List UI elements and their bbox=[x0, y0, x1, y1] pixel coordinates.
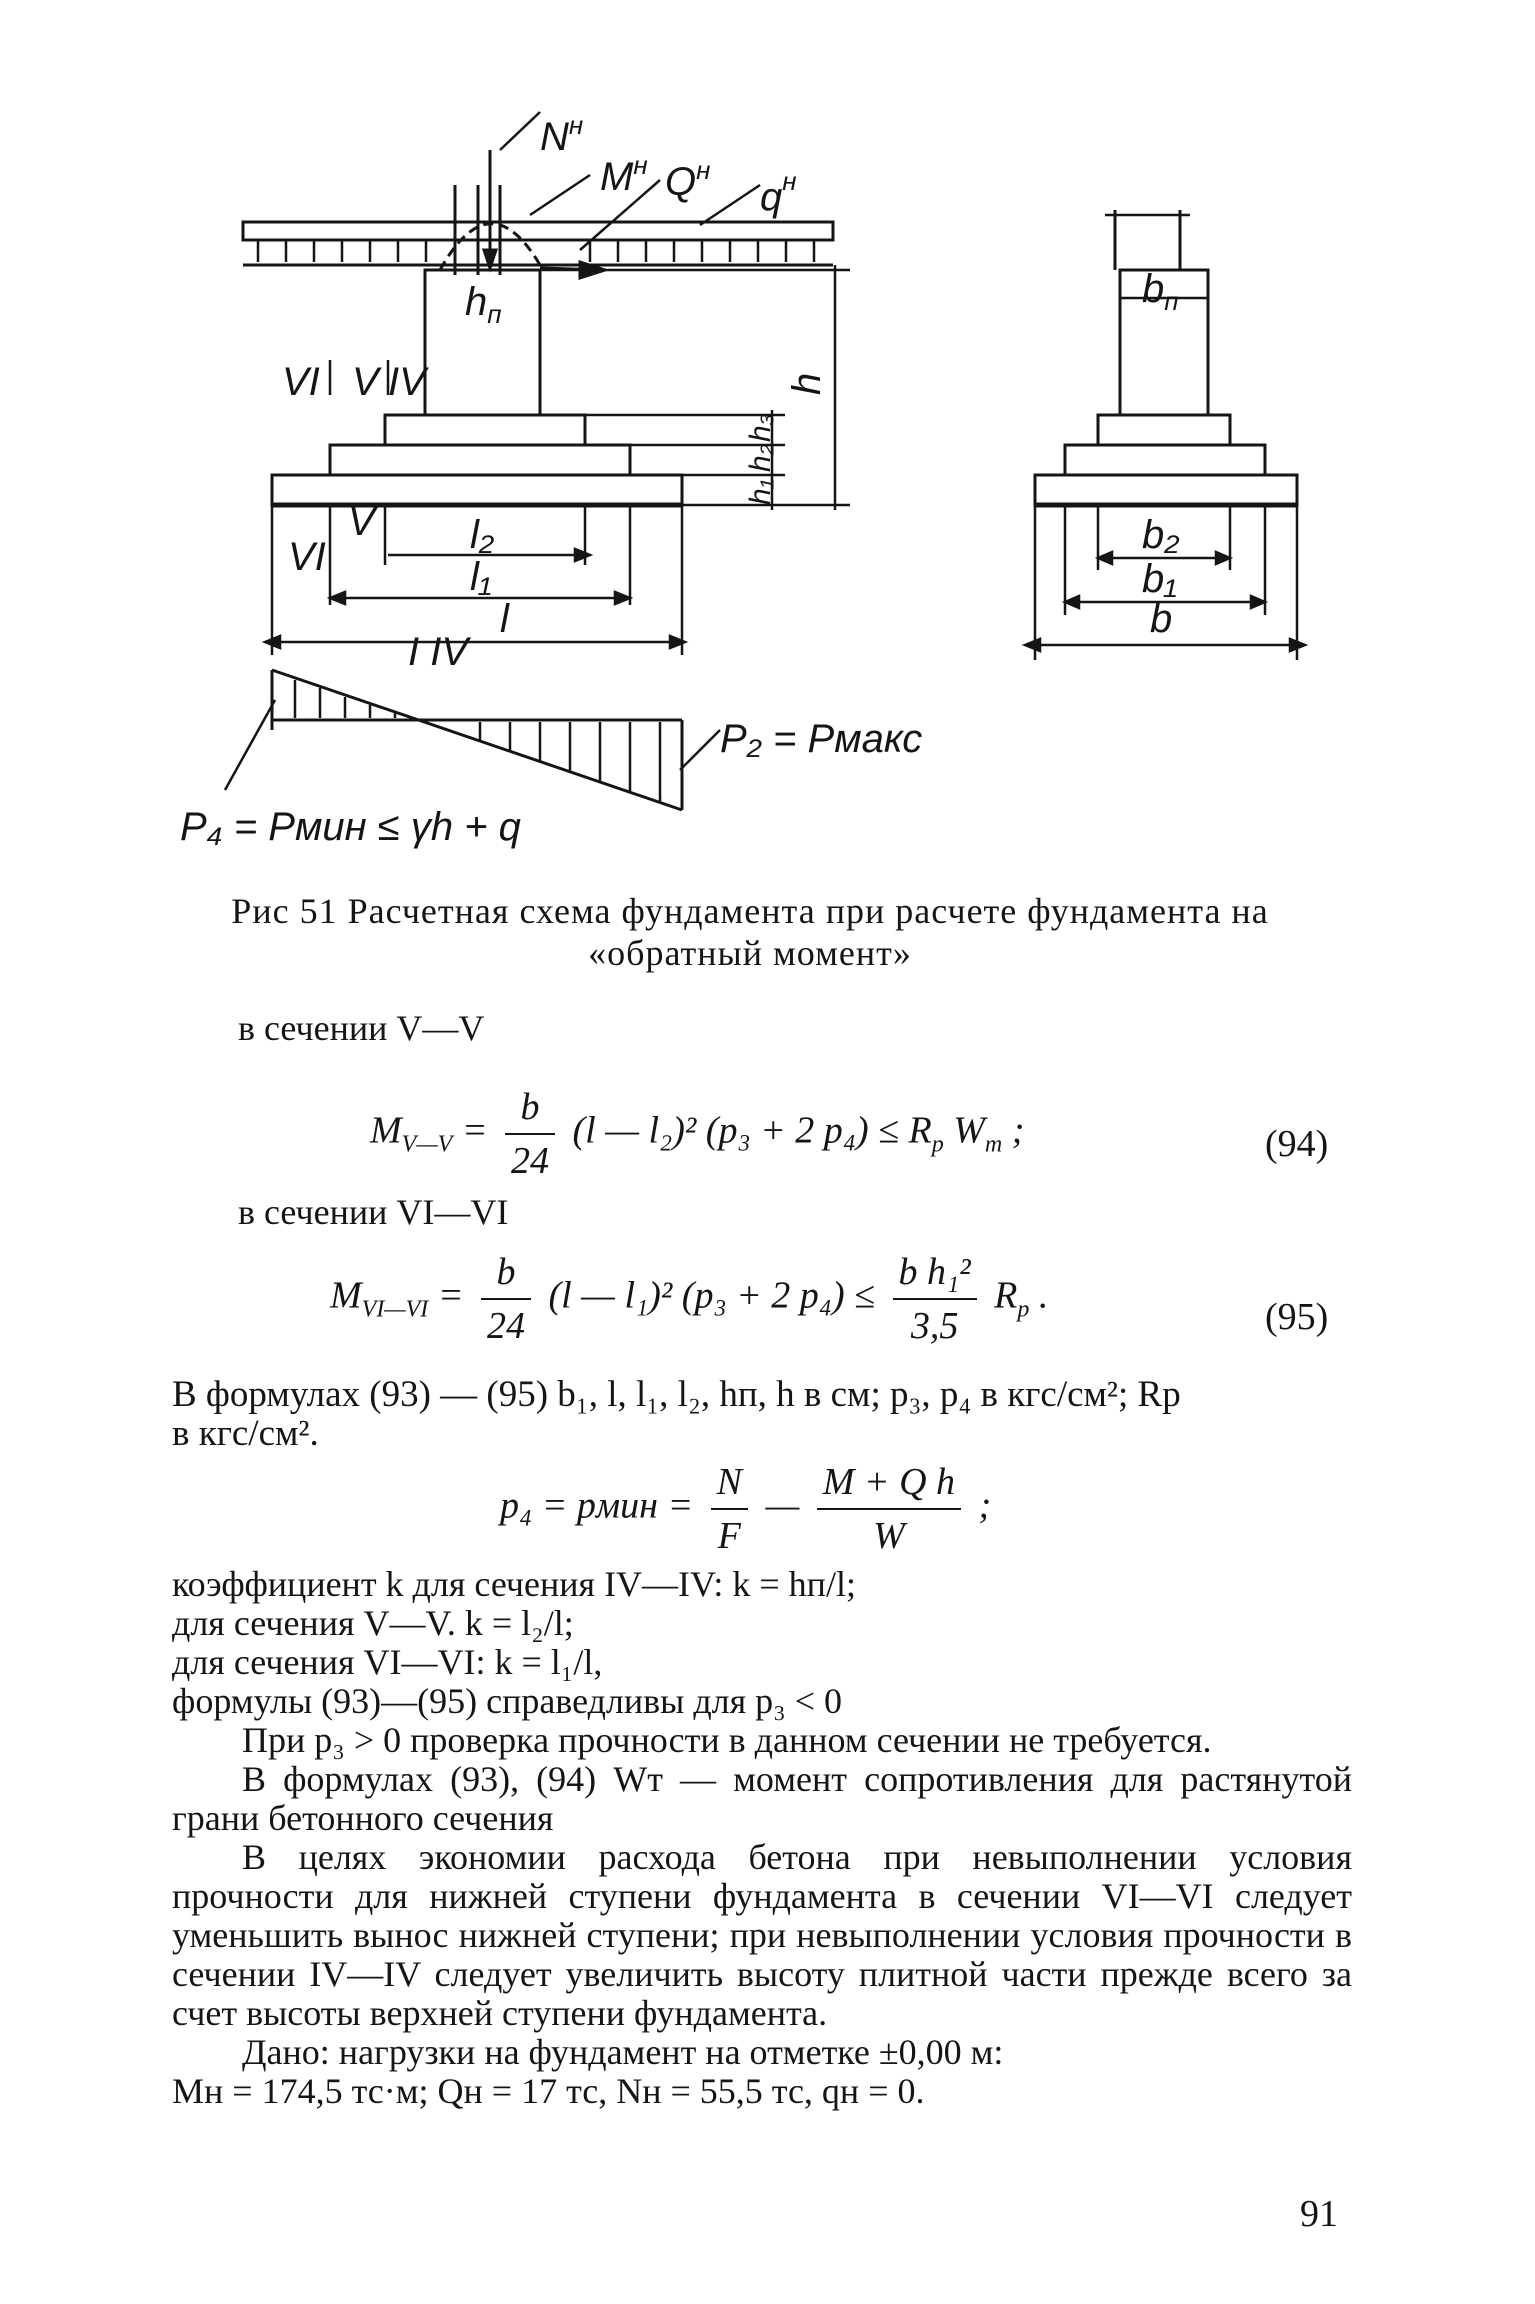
label-h1: h₁ bbox=[744, 478, 777, 505]
body-text bbox=[172, 1565, 1352, 2111]
label-p4: P₄ = Pмин ≤ γh + q bbox=[180, 805, 521, 849]
units-line-2: в кгс/см². bbox=[172, 1413, 319, 1454]
page-number: 91 bbox=[1300, 2193, 1338, 2235]
equation-94-number: (94) bbox=[1265, 1123, 1329, 1165]
section-vi-label: в сечении VI—VI bbox=[238, 1192, 509, 1232]
p4-minus: — bbox=[765, 1484, 800, 1527]
body-line-6: В формулах (93), (94) Wт — момент сопротивления для растянутой грани бетонного сечения bbox=[172, 1759, 1352, 1838]
label-b: b bbox=[1150, 597, 1173, 641]
equation-95-number: (95) bbox=[1265, 1296, 1329, 1338]
label-section-VI-top: VI bbox=[282, 360, 320, 404]
label-l: l bbox=[500, 597, 509, 641]
eq95-den: 24 bbox=[486, 1305, 525, 1347]
p4-num1: N bbox=[711, 1460, 748, 1510]
section-v-label: в сечении V—V bbox=[238, 1008, 485, 1048]
units-line-1: В формулах (93) — (95) b₁, l, l₁, l₂, hп, h в см; p₃, p₄ в кгс/см²; Rр bbox=[172, 1374, 1181, 1415]
label-N: $N^н$ bbox=[540, 110, 584, 159]
body-line-9: Mн = 174,5 тс·м; Qн = 17 тс, Nн = 55,5 тс, qн = 0. bbox=[172, 2071, 925, 2111]
label-section-V-top: V bbox=[352, 360, 379, 404]
eq95-num: b bbox=[481, 1250, 531, 1300]
eq94-lhs: M bbox=[370, 1109, 402, 1152]
eq94-equals: = bbox=[461, 1109, 488, 1152]
eq95-lhs-sub: VI—VI bbox=[361, 1296, 429, 1323]
figure-caption bbox=[150, 890, 1350, 974]
label-l2: l₂ bbox=[470, 513, 495, 557]
p4-fraction-1 bbox=[711, 1460, 748, 1558]
equation-95 bbox=[330, 1250, 1048, 1348]
step-middle bbox=[330, 445, 630, 475]
eq95-body: (l — l₁)² (p₃ + 2 p₄) ≤ bbox=[548, 1274, 876, 1317]
p4-den2: W bbox=[873, 1515, 905, 1557]
eq95-equals: = bbox=[437, 1274, 464, 1317]
label-section-IV-top: IV bbox=[388, 360, 426, 404]
eq95-fraction-1 bbox=[481, 1250, 531, 1348]
step-bottom bbox=[272, 475, 682, 505]
body-line-4: формулы (93)—(95) справедливы для p₃ < 0 bbox=[172, 1681, 843, 1721]
label-hn: $h_п$ bbox=[465, 280, 502, 329]
step-top bbox=[385, 415, 585, 445]
caption-line-2: «обратный момент» bbox=[588, 933, 912, 973]
label-b2: b₂ bbox=[1142, 513, 1180, 557]
eq95-num2: b h₁² bbox=[893, 1250, 977, 1300]
label-bn: $b_п$ bbox=[1142, 267, 1179, 316]
label-p2: P₂ = Pмакс bbox=[720, 717, 923, 761]
caption-line-1: Рис 51 Расчетная схема фундамента при расчете фундамента на bbox=[231, 891, 1269, 931]
label-q: $q^н$ bbox=[760, 166, 797, 219]
eq95-den2: 3,5 bbox=[910, 1305, 959, 1347]
p4-den1: F bbox=[717, 1515, 741, 1557]
eq94-fraction bbox=[505, 1085, 555, 1183]
p4-num2: M + Q h bbox=[817, 1460, 961, 1510]
label-b1: b₁ bbox=[1142, 557, 1177, 601]
label-section-VI-bottom: VI bbox=[288, 535, 326, 579]
label-section-IV-bottom: I IV bbox=[408, 630, 469, 674]
eq94-body: (l — l₂)² (p₃ + 2 p₄) ≤ R bbox=[572, 1109, 932, 1152]
label-Q: $Q^н$ bbox=[665, 155, 711, 204]
units-paragraph bbox=[172, 1375, 1352, 1453]
eq94-lhs-sub: V—V bbox=[401, 1131, 453, 1158]
foundation-diagram bbox=[0, 0, 1535, 880]
p4-end: ; bbox=[978, 1484, 992, 1527]
label-h3: h₃ bbox=[744, 413, 777, 442]
eq95-tail: R bbox=[994, 1274, 1018, 1317]
eq94-den: 24 bbox=[510, 1140, 549, 1182]
eq94-tail: W bbox=[953, 1109, 985, 1152]
label-l1: l₁ bbox=[470, 555, 492, 599]
eq95-fraction-2 bbox=[893, 1250, 977, 1348]
label-section-V-bottom: V bbox=[348, 500, 375, 544]
body-line-7: В целях экономии расхода бетона при невыполнении условия прочности для нижней ступени фундамента в сечении VI—VI следует уменьшить вынос нижней ступени; при невыполнении условия прочности в сечении IV—IV следует увеличить высоту плитной части прежде всего за счет высоты верхней ступени фундамента. bbox=[172, 1837, 1352, 2033]
label-M: $M^н$ bbox=[600, 150, 648, 199]
body-line-2: для сечения V—V. k = l₂/l; bbox=[172, 1603, 574, 1643]
eq95-lhs: M bbox=[330, 1274, 362, 1317]
label-h2: h₂ bbox=[744, 443, 777, 472]
body-line-5: При p₃ > 0 проверка прочности в данном сечении не требуется. bbox=[242, 1720, 1212, 1760]
eq94-tail-sub: т bbox=[984, 1131, 1003, 1158]
body-line-1: коэффициент k для сечения IV—IV: k = hп/l; bbox=[172, 1564, 856, 1604]
equation-p4 bbox=[500, 1460, 991, 1558]
eq94-r-sub: р bbox=[931, 1131, 944, 1158]
body-line-3: для сечения VI—VI: k = l₁/l, bbox=[172, 1642, 603, 1682]
body-line-8: Дано: нагрузки на фундамент на отметке ±0,00 м: bbox=[242, 2032, 1004, 2072]
eq95-tail-sub: р bbox=[1017, 1296, 1030, 1323]
pressure-diagram bbox=[225, 670, 720, 810]
p4-lhs: p₄ = pмин = bbox=[500, 1484, 694, 1527]
eq95-end: . bbox=[1038, 1274, 1049, 1317]
distributed-load-bar bbox=[243, 222, 833, 265]
equation-94 bbox=[370, 1085, 1024, 1183]
eq94-num: b bbox=[505, 1085, 555, 1135]
p4-fraction-2 bbox=[817, 1460, 961, 1558]
eq94-end: ; bbox=[1011, 1109, 1025, 1152]
label-h: h bbox=[785, 372, 829, 395]
